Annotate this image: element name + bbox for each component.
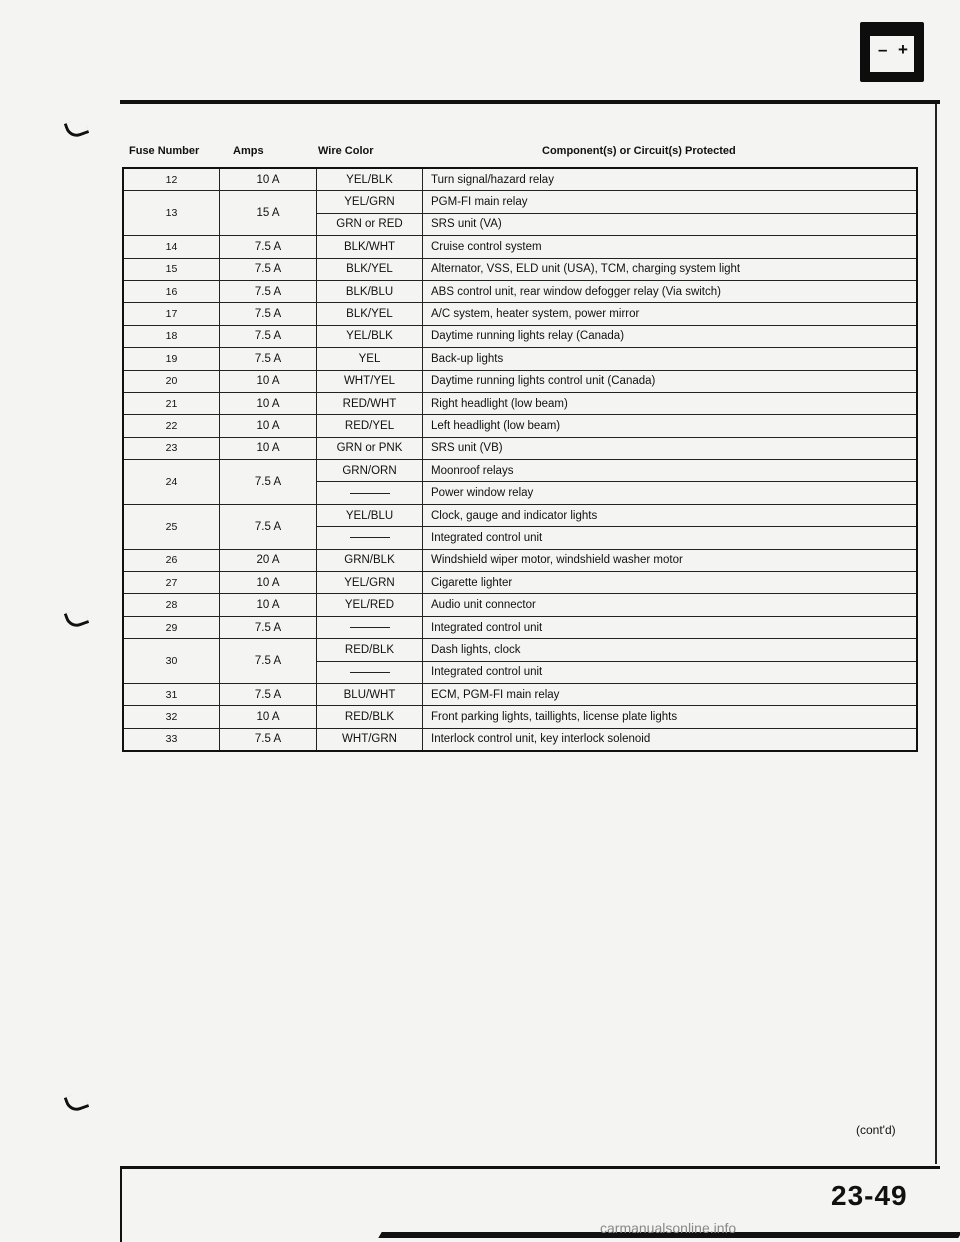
component-cell: Left headlight (low beam)	[423, 415, 918, 437]
component-cell: Power window relay	[423, 482, 918, 504]
wire-color-cell: GRN/BLK	[317, 549, 423, 571]
header-amps: Amps	[233, 145, 264, 157]
table-row	[123, 258, 917, 280]
fuse-table-container	[122, 167, 918, 752]
wire-color-cell: WHT/YEL	[317, 370, 423, 392]
watermark: carmanualsonline.info	[600, 1220, 737, 1236]
fuse-number-cell: 21	[123, 392, 220, 414]
component-cell: SRS unit (VA)	[423, 213, 918, 235]
fuse-number-cell: 13	[123, 191, 220, 236]
right-rule	[935, 104, 937, 1164]
amps-cell: 15 A	[220, 191, 317, 236]
amps-cell: 10 A	[220, 415, 317, 437]
fuse-number-cell: 24	[123, 460, 220, 505]
amps-cell: 20 A	[220, 549, 317, 571]
amps-cell: 7.5 A	[220, 728, 317, 751]
table-row	[123, 728, 917, 751]
fuse-number-cell: 33	[123, 728, 220, 751]
wire-color-cell: BLK/BLU	[317, 280, 423, 302]
fuse-number-cell: 26	[123, 549, 220, 571]
binder-tick-icon	[64, 1091, 90, 1114]
table-row	[123, 706, 917, 728]
table-row	[123, 280, 917, 302]
fuse-number-cell: 16	[123, 280, 220, 302]
table-row	[123, 370, 917, 392]
amps-cell: 7.5 A	[220, 303, 317, 325]
wire-color-cell: GRN or RED	[317, 213, 423, 235]
component-cell: Turn signal/hazard relay	[423, 168, 918, 191]
fuse-number-cell: 25	[123, 504, 220, 549]
wire-color-cell: YEL/BLK	[317, 325, 423, 347]
wire-color-cell: RED/WHT	[317, 392, 423, 414]
header-component: Component(s) or Circuit(s) Protected	[542, 145, 736, 157]
wire-color-cell	[317, 482, 423, 504]
table-row	[123, 437, 917, 459]
component-cell: Cruise control system	[423, 236, 918, 258]
top-rule	[120, 100, 940, 104]
fuse-number-cell: 14	[123, 236, 220, 258]
wire-color-cell: RED/YEL	[317, 415, 423, 437]
amps-cell: 7.5 A	[220, 683, 317, 705]
wire-color-cell: RED/BLK	[317, 639, 423, 661]
table-row	[123, 415, 917, 437]
fuse-number-cell: 28	[123, 594, 220, 616]
amps-cell: 7.5 A	[220, 504, 317, 549]
header-fuse-number: Fuse Number	[129, 145, 200, 157]
amps-cell: 7.5 A	[220, 348, 317, 370]
fuse-number-cell: 30	[123, 639, 220, 684]
wire-color-cell: YEL/BLK	[317, 168, 423, 191]
amps-cell: 10 A	[220, 594, 317, 616]
component-cell: Windshield wiper motor, windshield washer motor	[423, 549, 918, 571]
fuse-table	[122, 167, 918, 752]
component-cell: Right headlight (low beam)	[423, 392, 918, 414]
component-cell: Alternator, VSS, ELD unit (USA), TCM, charging system light	[423, 258, 918, 280]
amps-cell: 7.5 A	[220, 325, 317, 347]
table-row	[123, 504, 917, 526]
fuse-number-cell: 27	[123, 572, 220, 594]
binder-tick-icon	[64, 607, 90, 630]
amps-cell: 7.5 A	[220, 258, 317, 280]
fuse-number-cell: 19	[123, 348, 220, 370]
no-wire-dash	[350, 627, 390, 628]
amps-cell: 7.5 A	[220, 460, 317, 505]
table-row	[123, 303, 917, 325]
component-cell: Integrated control unit	[423, 661, 918, 683]
battery-plus-sign: +	[898, 40, 908, 59]
battery-minus-sign: –	[878, 40, 888, 59]
table-row	[123, 348, 917, 370]
component-cell: Audio unit connector	[423, 594, 918, 616]
fuse-number-cell: 15	[123, 258, 220, 280]
component-cell: Moonroof relays	[423, 460, 918, 482]
component-cell: Cigarette lighter	[423, 572, 918, 594]
amps-cell: 7.5 A	[220, 639, 317, 684]
table-row	[123, 594, 917, 616]
table-row	[123, 392, 917, 414]
component-cell: Dash lights, clock	[423, 639, 918, 661]
table-row	[123, 616, 917, 638]
table-row	[123, 572, 917, 594]
fuse-number-cell: 18	[123, 325, 220, 347]
amps-cell: 7.5 A	[220, 616, 317, 638]
page-number: 23-49	[831, 1180, 908, 1211]
fuse-number-cell: 20	[123, 370, 220, 392]
wire-color-cell: BLK/YEL	[317, 258, 423, 280]
component-cell: Integrated control unit	[423, 616, 918, 638]
fuse-number-cell: 29	[123, 616, 220, 638]
no-wire-dash	[350, 672, 390, 673]
amps-cell: 7.5 A	[220, 236, 317, 258]
fuse-number-cell: 31	[123, 683, 220, 705]
table-row	[123, 168, 917, 191]
fuse-number-cell: 22	[123, 415, 220, 437]
wire-color-cell: YEL/BLU	[317, 504, 423, 526]
component-cell: SRS unit (VB)	[423, 437, 918, 459]
table-row	[123, 325, 917, 347]
amps-cell: 10 A	[220, 437, 317, 459]
wire-color-cell: RED/BLK	[317, 706, 423, 728]
table-row	[123, 236, 917, 258]
wire-color-cell	[317, 527, 423, 549]
wire-color-cell: GRN/ORN	[317, 460, 423, 482]
wire-color-cell	[317, 616, 423, 638]
fuse-number-cell: 17	[123, 303, 220, 325]
component-cell: Daytime running lights control unit (Canada)	[423, 370, 918, 392]
wire-color-cell: YEL	[317, 348, 423, 370]
battery-icon	[860, 22, 924, 82]
bottom-rule	[120, 1166, 940, 1169]
fuse-number-cell: 12	[123, 168, 220, 191]
wire-color-cell: BLK/WHT	[317, 236, 423, 258]
no-wire-dash	[350, 537, 390, 538]
component-cell: Integrated control unit	[423, 527, 918, 549]
amps-cell: 7.5 A	[220, 280, 317, 302]
component-cell: Daytime running lights relay (Canada)	[423, 325, 918, 347]
header-wire-color: Wire Color	[318, 145, 374, 157]
no-wire-dash	[350, 493, 390, 494]
table-row	[123, 549, 917, 571]
table-row	[123, 683, 917, 705]
fuse-number-cell: 23	[123, 437, 220, 459]
component-cell: ECM, PGM-FI main relay	[423, 683, 918, 705]
component-cell: A/C system, heater system, power mirror	[423, 303, 918, 325]
wire-color-cell: GRN or PNK	[317, 437, 423, 459]
binder-tick-icon	[64, 117, 90, 140]
continued-note: (cont'd)	[856, 1123, 896, 1137]
amps-cell: 10 A	[220, 370, 317, 392]
wire-color-cell: BLU/WHT	[317, 683, 423, 705]
component-cell: Interlock control unit, key interlock solenoid	[423, 728, 918, 751]
component-cell: PGM-FI main relay	[423, 191, 918, 213]
wire-color-cell: YEL/GRN	[317, 191, 423, 213]
component-cell: ABS control unit, rear window defogger relay (Via switch)	[423, 280, 918, 302]
amps-cell: 10 A	[220, 572, 317, 594]
amps-cell: 10 A	[220, 392, 317, 414]
left-rule	[120, 1168, 122, 1242]
component-cell: Clock, gauge and indicator lights	[423, 504, 918, 526]
wire-color-cell	[317, 661, 423, 683]
table-row	[123, 191, 917, 213]
wire-color-cell: YEL/GRN	[317, 572, 423, 594]
wire-color-cell: WHT/GRN	[317, 728, 423, 751]
wire-color-cell: YEL/RED	[317, 594, 423, 616]
component-cell: Back-up lights	[423, 348, 918, 370]
component-cell: Front parking lights, taillights, license plate lights	[423, 706, 918, 728]
amps-cell: 10 A	[220, 168, 317, 191]
table-row	[123, 460, 917, 482]
wire-color-cell: BLK/YEL	[317, 303, 423, 325]
fuse-number-cell: 32	[123, 706, 220, 728]
table-row	[123, 639, 917, 661]
amps-cell: 10 A	[220, 706, 317, 728]
